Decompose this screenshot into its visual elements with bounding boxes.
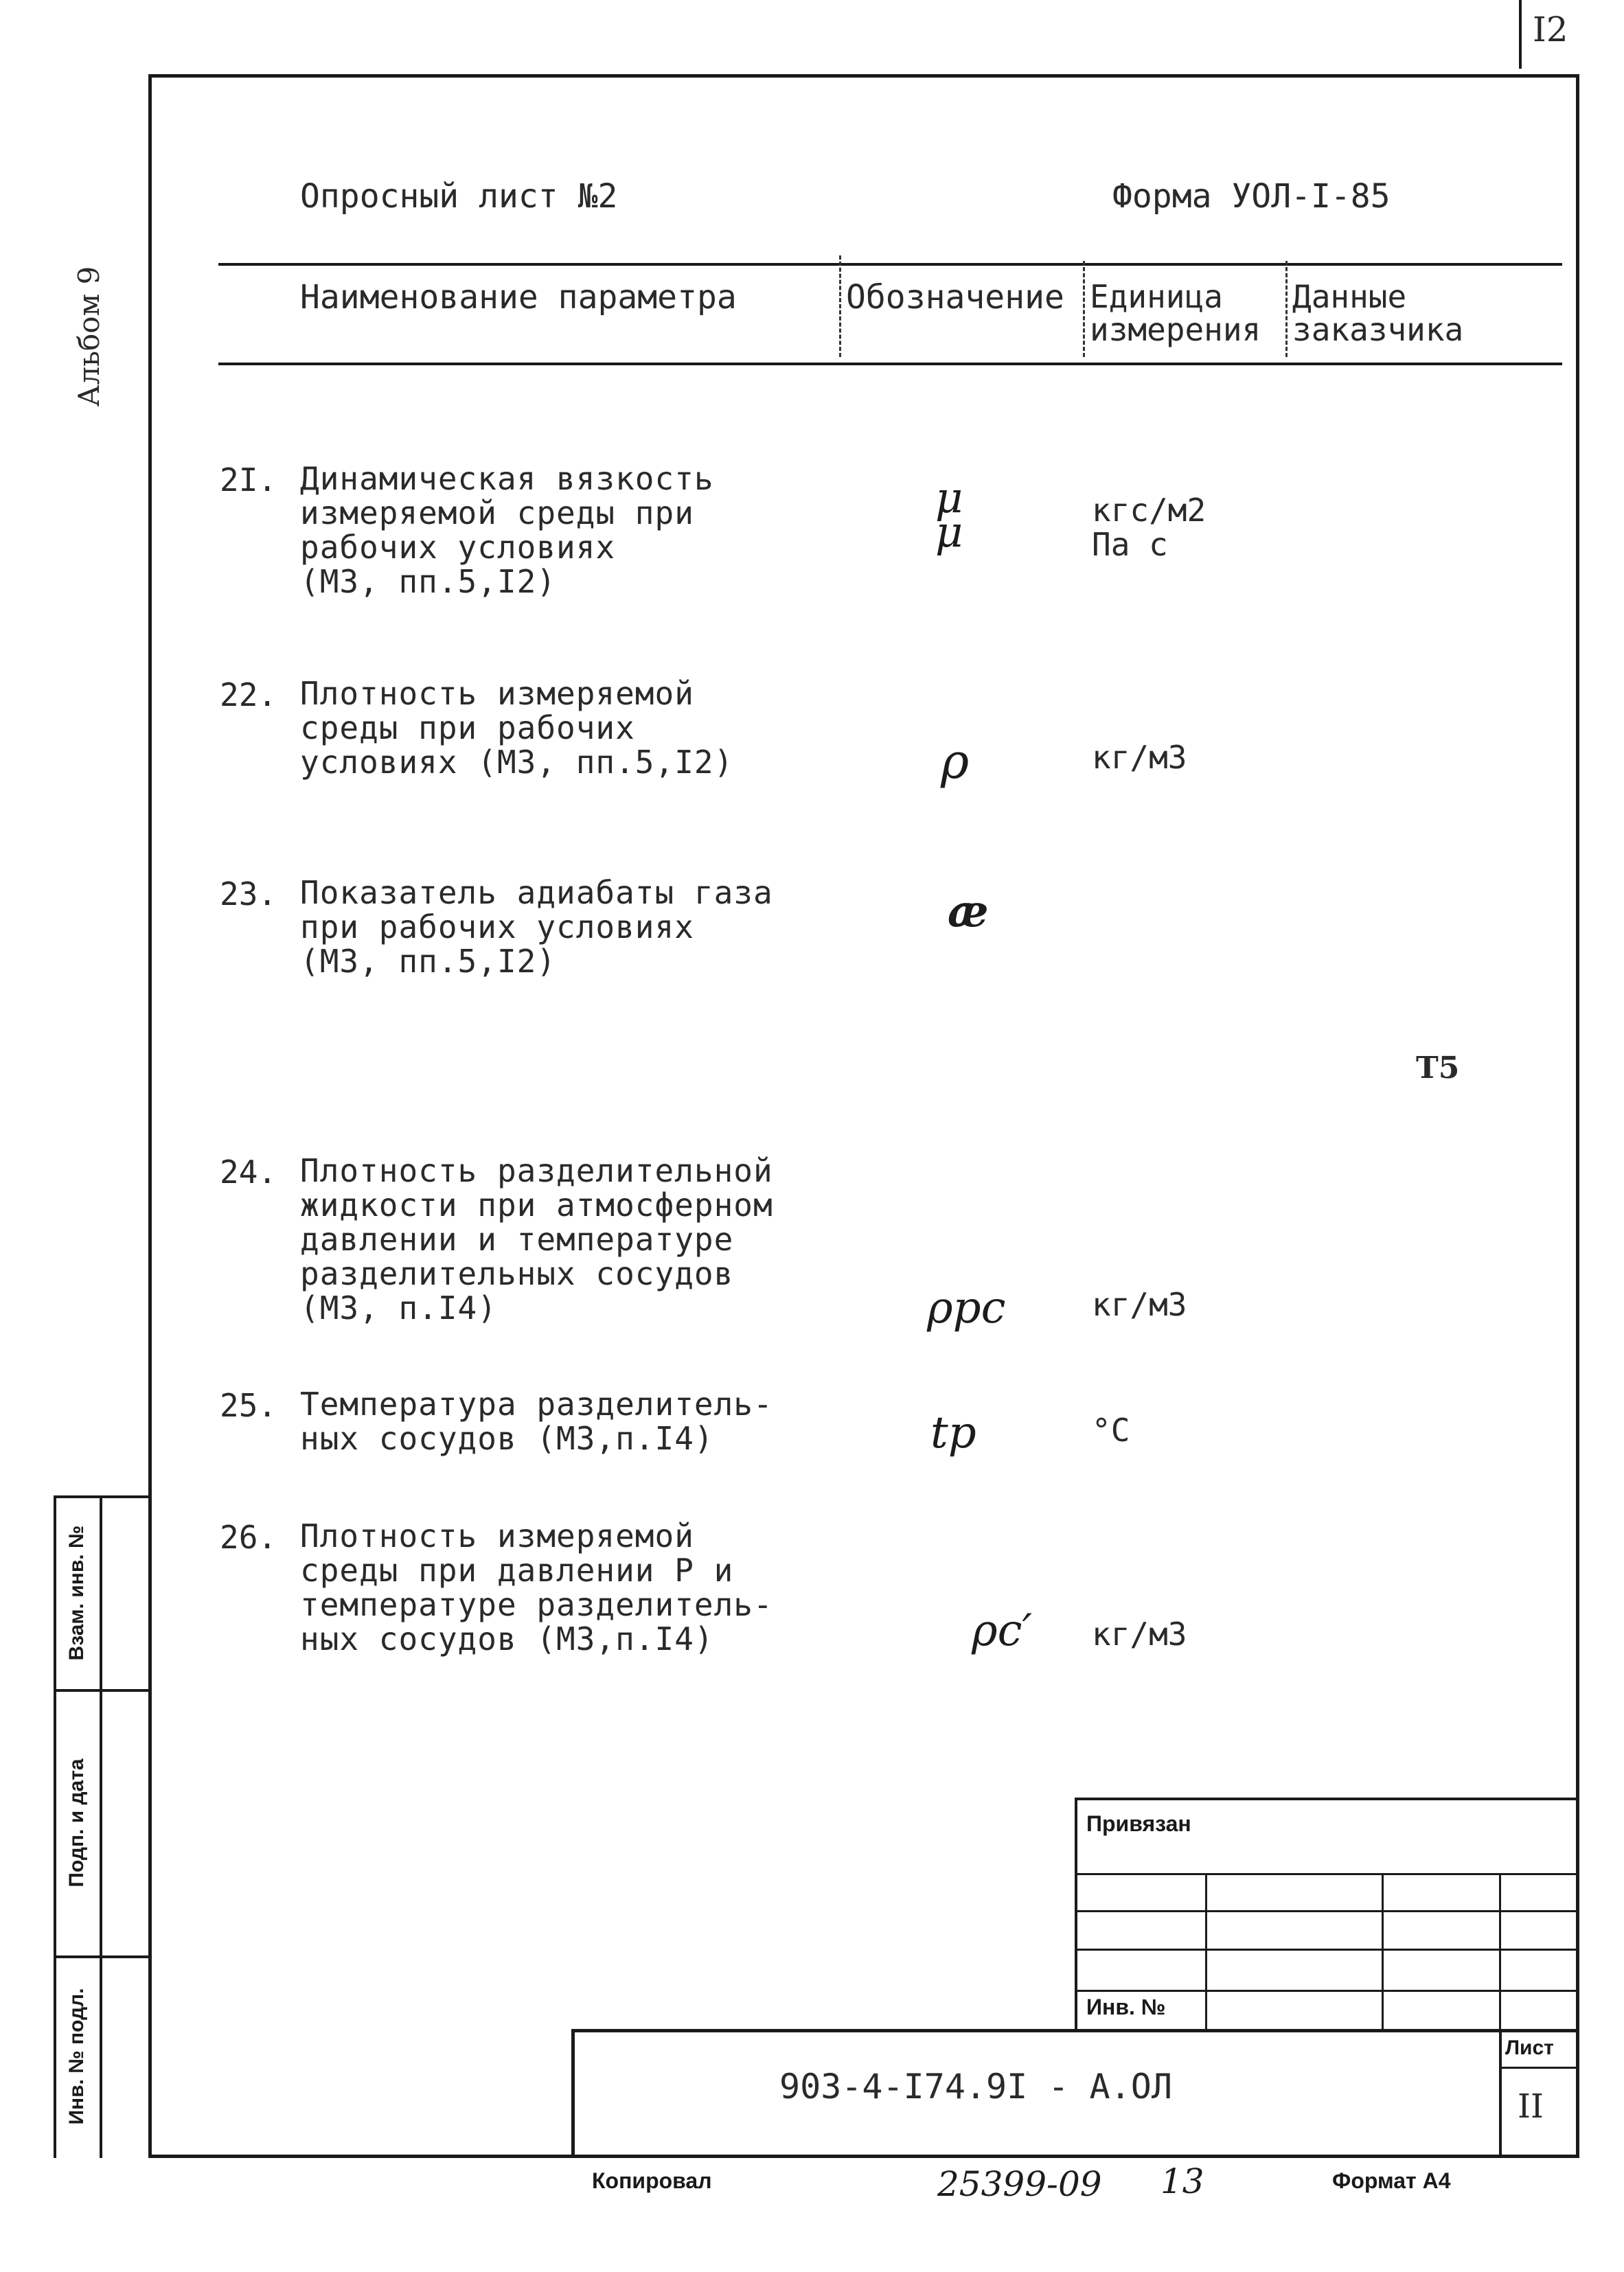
stamp-inv: Инв. № подл. — [65, 1988, 88, 2125]
album-label: Альбом 9 — [72, 266, 106, 407]
col-header-data-1: Данные — [1292, 278, 1407, 315]
frame-bottom — [148, 2155, 1579, 2158]
stamp-podp: Подп. и дата — [65, 1758, 88, 1887]
row-unit: кг/м3 — [1092, 1286, 1187, 1323]
page-number-divider — [1519, 0, 1522, 69]
questionnaire-title: Опросный лист №2 — [300, 177, 618, 216]
row-number: 25. — [220, 1387, 277, 1424]
row-symbol: ρ — [941, 733, 970, 790]
row-parameter: Динамическая вязкость измеряемой среды при рабочих условиях (МЗ, пп.5,I2) — [300, 460, 714, 600]
tb-left-rule — [1075, 1798, 1077, 2031]
row-parameter: Плотность измеряемой среды при рабочих условиях (МЗ, пп.5,I2) — [300, 675, 734, 781]
tb-grid-h2 — [1075, 1910, 1579, 1912]
row-symbol: tp — [930, 1408, 976, 1458]
sheet-number: II — [1518, 2087, 1544, 2126]
tb-grid-v1 — [1205, 1873, 1207, 2031]
row-unit: кг/м3 — [1092, 1616, 1187, 1653]
row-unit: кг/м3 — [1092, 739, 1187, 776]
row-unit: кгс/м2 Па с — [1092, 492, 1206, 563]
row-number: 22. — [220, 676, 277, 713]
tb-grid-h3 — [1075, 1949, 1579, 1951]
row-parameter: Показатель адиабаты газа при рабочих условиях (МЗ, пп.5,I2) — [300, 874, 773, 980]
col-sep-3 — [1285, 261, 1288, 357]
row-number: 2I. — [220, 461, 277, 498]
code-strip-top — [571, 2029, 1579, 2032]
tb-grid-h1 — [1075, 1873, 1579, 1875]
row-symbol: μ μ — [935, 472, 963, 557]
page-number: I2 — [1533, 10, 1568, 49]
footer-handwritten-page: 13 — [1160, 2161, 1204, 2201]
row-parameter: Температура разделитель- ных сосудов (МЗ,п.I4) — [300, 1386, 773, 1457]
row-unit: °C — [1092, 1412, 1130, 1449]
row-symbol: ρc′ — [972, 1605, 1032, 1656]
tb-privyazan: Привязан — [1086, 1811, 1191, 1836]
footer-format: Формат А4 — [1332, 2168, 1451, 2193]
tb-grid-h4 — [1075, 1990, 1579, 1992]
footer-kopiroval: Копировал — [592, 2168, 712, 2193]
code-strip-left — [571, 2029, 575, 2158]
table-header-bottom-rule — [218, 363, 1562, 365]
col-header-param: Наименование параметра — [300, 278, 737, 317]
row-parameter: Плотность измеряемой среды при давлении Р и температуре разделитель- ных сосудов (МЗ,п.I4) — [300, 1517, 773, 1657]
doc-code: 903-4-I74.9I - А.ОЛ — [779, 2067, 1172, 2107]
col-sep-2 — [1083, 261, 1085, 357]
code-strip-sheet-mid — [1499, 2067, 1579, 2069]
mark-t5: Т5 — [1416, 1051, 1460, 1086]
row-symbol: æ — [948, 886, 989, 937]
stamp-strip-divider — [100, 1495, 102, 2158]
footer-handwritten-number: 25399-09 — [937, 2164, 1102, 2204]
tb-grid-v2 — [1382, 1873, 1384, 2031]
col-header-unit-2: измерения — [1090, 311, 1261, 348]
row-symbol: ρpc — [927, 1283, 1006, 1333]
col-header-unit-1: Единица — [1090, 278, 1223, 315]
stamp-vzam: Взам. инв. № — [65, 1525, 88, 1661]
col-header-data-2: заказчика — [1292, 311, 1464, 348]
tb-grid-v3 — [1499, 1873, 1501, 2031]
tb-top-rule — [1075, 1798, 1579, 1800]
stamp-strip-sep-2 — [54, 1955, 151, 1958]
row-number: 24. — [220, 1154, 277, 1191]
stamp-strip-sep-1 — [54, 1689, 151, 1692]
col-header-symbol: Обозначение — [846, 278, 1064, 317]
code-strip-sheet-sep — [1499, 2029, 1502, 2158]
stamp-strip-left — [54, 1495, 56, 2158]
table-header-top-rule — [218, 263, 1562, 266]
col-sep-1 — [839, 255, 841, 357]
tb-inv-label: Инв. № — [1086, 1995, 1166, 2019]
form-code: Форма УОЛ-I-85 — [1112, 177, 1391, 216]
sheet-label: Лист — [1505, 2036, 1554, 2059]
row-number: 23. — [220, 875, 277, 913]
row-parameter: Плотность разделительной жидкости при атмосферном давлении и температуре разделительных сосудов (МЗ, п.I4) — [300, 1152, 773, 1327]
frame-top — [151, 74, 1579, 78]
frame-right — [1576, 74, 1579, 2158]
row-number: 26. — [220, 1519, 277, 1556]
frame-left — [148, 74, 152, 2158]
